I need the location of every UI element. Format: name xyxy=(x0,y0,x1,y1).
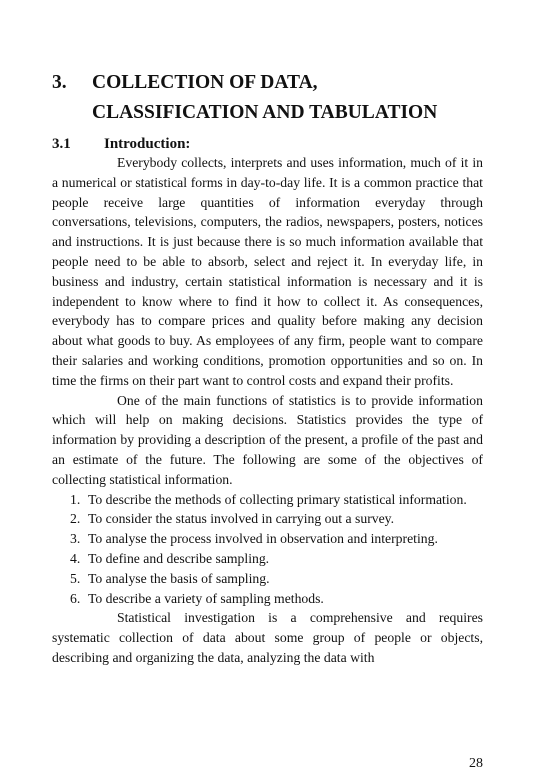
list-item-text: To define and describe sampling. xyxy=(88,550,270,566)
list-item xyxy=(52,490,483,510)
list-item-text: To describe the methods of collecting primary statistical information. xyxy=(88,491,467,507)
section-heading xyxy=(52,135,190,154)
list-item-text: To analyse the process involved in observation and interpreting. xyxy=(88,531,438,547)
section-number: 3.1 xyxy=(52,136,71,152)
paragraph-closing: Statistical investigation is a comprehensive and requires systematic collection of data about some group of people or objects, describing and organizing the data, analyzing the data with xyxy=(52,610,483,665)
paragraph-intro: Everybody collects, interprets and uses information, much of it in a numerical or statistical forms in day-to-day life. It is a common practice that people receive large quantities of information everyday through conversations, televisions, computers, the radios, newspapers, posters, notices and instructions. It is just because there is so much information available that people need to be able to absorb, select and reject it. In everyday life, in business and industry, certain statistical information is necessary and it is independent to know where to find it how to collect it. As consequences, everybody has to compare prices and quality before making any decision about what goods to buy. As employees of any firm, people want to compare their salaries and working conditions, promotion opportunities and so on. In time the firms on their part want to control costs and expand their profits. xyxy=(52,155,483,388)
list-item-text: To consider the status involved in carrying out a survey. xyxy=(88,511,395,527)
list-marker: 2. xyxy=(70,511,81,527)
list-item xyxy=(52,529,483,549)
list-item-text: To analyse the basis of sampling. xyxy=(88,570,270,586)
list-item xyxy=(52,569,483,589)
list-marker: 6. xyxy=(70,590,81,606)
list-item-text: To describe a variety of sampling methods. xyxy=(88,590,324,606)
paragraph-functions: One of the main functions of statistics is to provide information which will help on making decisions. Statistics provides the type of information by providing a description of the present, a profile of the past and an estimate of the future. The following are some of the objectives of collecting statistical information. xyxy=(52,392,483,487)
list-item xyxy=(52,549,483,569)
list-item xyxy=(52,509,483,529)
objectives-list xyxy=(52,490,483,609)
list-marker: 1. xyxy=(70,491,81,507)
section-title: Introduction: xyxy=(104,136,191,152)
list-marker: 4. xyxy=(70,550,81,566)
page-number: 28 xyxy=(469,756,483,771)
chapter-title xyxy=(52,68,437,128)
list-item xyxy=(52,589,483,609)
chapter-title-line1: COLLECTION OF DATA, xyxy=(92,72,318,93)
chapter-number: 3. xyxy=(52,72,67,93)
list-marker: 5. xyxy=(70,570,81,586)
body-text xyxy=(52,153,483,668)
list-marker: 3. xyxy=(70,531,81,547)
chapter-title-line2: CLASSIFICATION AND TABULATION xyxy=(92,102,438,123)
